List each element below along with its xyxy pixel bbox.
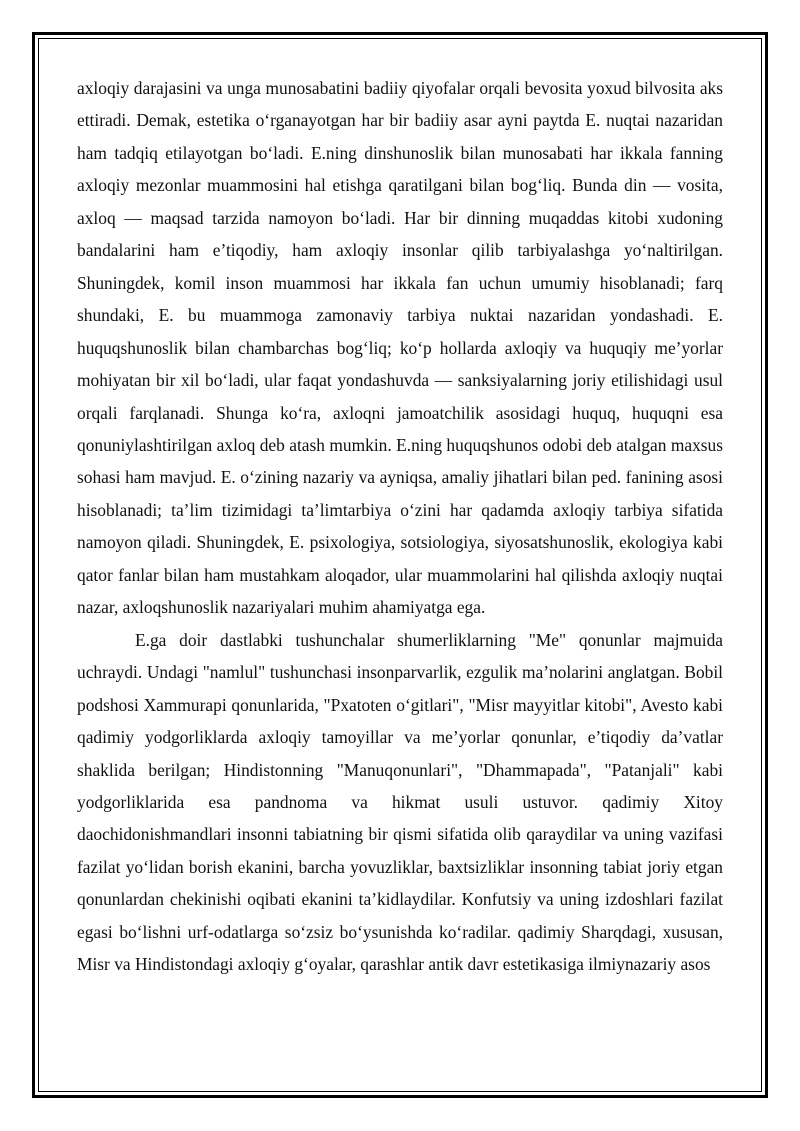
paragraph-2: E.ga doir dastlabki tushunchalar shumerliklarning "Me" qonunlar majmuida uchraydi. Undagi "namlul" tushunchasi insonparvarlik, ezgulik ma’nolarini anglatgan. Bobil podshosi Xammurapi qonunlarida, "Pxatoten o‘gitlari", "Misr mayyitlar kitobi", Avesto kabi qadimiy yodgorliklarda axloqiy tamoyillar va me’yorlar qonunlar, e’tiqodiy da’vatlar shaklida berilgan; Hindistonning "Manuqonunlari", "Dhammapada", "Patanjali" kabi yodgorliklarida esa pandnoma va hikmat usuli ustuvor. qadimiy Xitoy daochidonishmandlari insonni tabiatning bir qismi sifatida olib qaraydilar va uning vazifasi fazilat yo‘lidan borish ekanini, barcha yovuzliklar, baxtsizliklar insonning tabiat joriy etgan qonunlardan chekinishi oqibati ekanini ta’kidlaydilar. Konfutsiy va uning izdoshlari fazilat egasi bo‘lishni urf-odatlarga so‘zsiz bo‘ysunishda ko‘radilar. qadimiy Sharqdagi, xususan, Misr va Hindistondagi axloqiy g‘oyalar, qarashlar antik davr estetikasiga ilmiynazariy asos [77, 629, 723, 975]
document-body [77, 72, 723, 981]
paragraph-1: axloqiy darajasini va unga munosabatini badiiy qiyofalar orqali bevosita yoxud bilvosita aks ettiradi. Demak, estetika o‘rganayotgan har bir badiiy asar ayni paytda E. nuqtai nazaridan ham tadqiq etilayotgan bo‘ladi. E.ning dinshunoslik bilan munosabati har ikkala fanning axloqiy mezonlar muammosini hal etishga qaratilgani bilan bog‘liq. Bunda din — vosita, axloq — maqsad tarzida namoyon bo‘ladi. Har bir dinning muqaddas kitobi xudoning bandalarini ham e’tiqodiy, ham axloqiy insonlar qilib tarbiyalashga yo‘naltirilgan. Shuningdek, komil inson muammosi har ikkala fan uchun umumiy hisoblanadi; farq shundaki, E. bu muammoga zamonaviy tarbiya nuktai nazaridan yondashadi. E. huquqshunoslik bilan chambarchas bog‘liq; ko‘p hollarda axloqiy va huquqiy me’yorlar mohiyatan bir xil bo‘ladi, ular faqat yondashuvda — sanksiyalarning joriy etilishidagi usul orqali farqlanadi. Shunga ko‘ra, axloqni jamoatchilik asosidagi huquq, huquqni esa qonuniylashtirilgan axloq deb atash mumkin. E.ning huquqshunos odobi deb atalgan maxsus sohasi ham mavjud. E. o‘zining nazariy va ayniqsa, amaliy jihatlari bilan ped. fanining asosi hisoblanadi; ta’lim tizimidagi ta’limtarbiya o‘zini har qadamda axloqiy tarbiya sifatida namoyon qiladi. Shuningdek, E. psixologiya, sotsiologiya, siyosatshunoslik, ekologiya kabi qator fanlar bilan ham mustahkam aloqador, ular muammolarini hal qilishda axloqiy nuqtai nazar, axloqshunoslik nazariyalari muhim ahamiyatga ega. [77, 78, 723, 618]
